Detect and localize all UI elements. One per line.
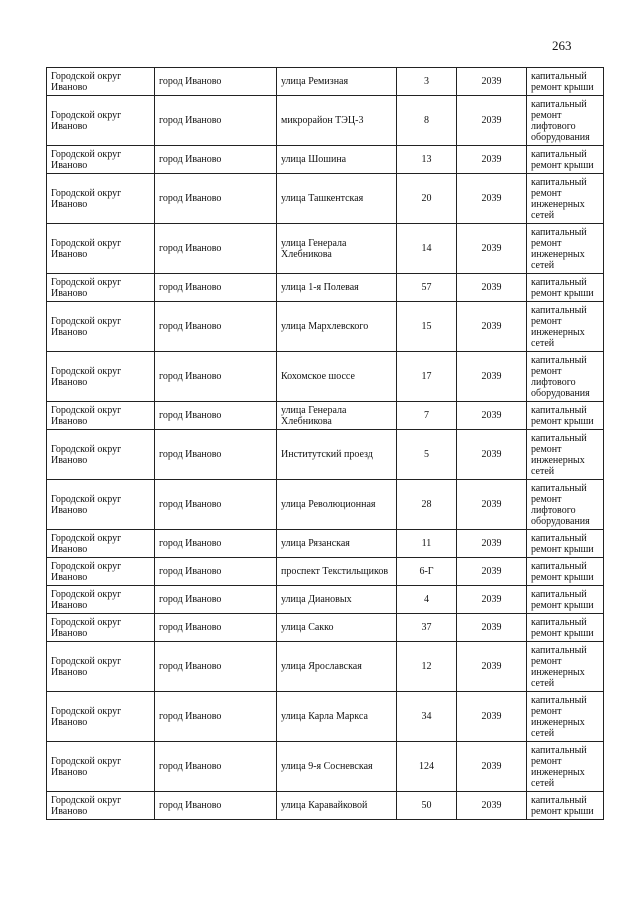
house-number-cell: 57 xyxy=(397,274,457,302)
district-cell: Городской округ Иваново xyxy=(47,302,155,352)
table-row xyxy=(47,692,604,742)
district-cell: Городской округ Иваново xyxy=(47,146,155,174)
street-cell: улица Генерала Хлебникова xyxy=(277,224,397,274)
district-cell: Городской округ Иваново xyxy=(47,692,155,742)
city-cell: город Иваново xyxy=(155,146,277,174)
year-cell: 2039 xyxy=(457,96,527,146)
house-number-cell: 6-Г xyxy=(397,558,457,586)
table-row xyxy=(47,558,604,586)
year-cell: 2039 xyxy=(457,692,527,742)
work-type-cell: капитальный ремонт инженерных сетей xyxy=(527,692,604,742)
year-cell: 2039 xyxy=(457,174,527,224)
table-row xyxy=(47,402,604,430)
table-row xyxy=(47,642,604,692)
work-type-cell: капитальный ремонт лифтового оборудования xyxy=(527,352,604,402)
street-cell: Кохомское шоссе xyxy=(277,352,397,402)
district-cell: Городской округ Иваново xyxy=(47,274,155,302)
page-number: 263 xyxy=(552,38,572,53)
work-type-cell: капитальный ремонт крыши xyxy=(527,614,604,642)
street-cell: улица 1-я Полевая xyxy=(277,274,397,302)
table-row xyxy=(47,530,604,558)
house-number-cell: 15 xyxy=(397,302,457,352)
table-row xyxy=(47,352,604,402)
work-type-cell: капитальный ремонт крыши xyxy=(527,586,604,614)
street-cell: улица Шошина xyxy=(277,146,397,174)
city-cell: город Иваново xyxy=(155,530,277,558)
district-cell: Городской округ Иваново xyxy=(47,530,155,558)
city-cell: город Иваново xyxy=(155,302,277,352)
work-type-cell: капитальный ремонт инженерных сетей xyxy=(527,302,604,352)
district-cell: Городской округ Иваново xyxy=(47,642,155,692)
work-type-cell: капитальный ремонт крыши xyxy=(527,274,604,302)
repair-schedule-table xyxy=(46,67,604,820)
table-row xyxy=(47,586,604,614)
work-type-cell: капитальный ремонт крыши xyxy=(527,530,604,558)
district-cell: Городской округ Иваново xyxy=(47,402,155,430)
city-cell: город Иваново xyxy=(155,586,277,614)
city-cell: город Иваново xyxy=(155,68,277,96)
district-cell: Городской округ Иваново xyxy=(47,174,155,224)
street-cell: улица Революционная xyxy=(277,480,397,530)
street-cell: улица Рязанская xyxy=(277,530,397,558)
city-cell: город Иваново xyxy=(155,558,277,586)
year-cell: 2039 xyxy=(457,224,527,274)
work-type-cell: капитальный ремонт крыши xyxy=(527,792,604,820)
year-cell: 2039 xyxy=(457,530,527,558)
city-cell: город Иваново xyxy=(155,642,277,692)
district-cell: Городской округ Иваново xyxy=(47,792,155,820)
work-type-cell: капитальный ремонт инженерных сетей xyxy=(527,430,604,480)
year-cell: 2039 xyxy=(457,480,527,530)
work-type-cell: капитальный ремонт крыши xyxy=(527,68,604,96)
city-cell: город Иваново xyxy=(155,614,277,642)
house-number-cell: 11 xyxy=(397,530,457,558)
table-row xyxy=(47,68,604,96)
table-row xyxy=(47,274,604,302)
house-number-cell: 12 xyxy=(397,642,457,692)
district-cell: Городской округ Иваново xyxy=(47,558,155,586)
year-cell: 2039 xyxy=(457,558,527,586)
district-cell: Городской округ Иваново xyxy=(47,430,155,480)
city-cell: город Иваново xyxy=(155,352,277,402)
city-cell: город Иваново xyxy=(155,402,277,430)
year-cell: 2039 xyxy=(457,642,527,692)
house-number-cell: 8 xyxy=(397,96,457,146)
work-type-cell: капитальный ремонт лифтового оборудования xyxy=(527,96,604,146)
street-cell: улица Ярославская xyxy=(277,642,397,692)
city-cell: город Иваново xyxy=(155,480,277,530)
city-cell: город Иваново xyxy=(155,430,277,480)
district-cell: Городской округ Иваново xyxy=(47,352,155,402)
city-cell: город Иваново xyxy=(155,742,277,792)
table-row xyxy=(47,430,604,480)
year-cell: 2039 xyxy=(457,614,527,642)
street-cell: проспект Текстильщиков xyxy=(277,558,397,586)
work-type-cell: капитальный ремонт крыши xyxy=(527,146,604,174)
street-cell: улица Ташкентская xyxy=(277,174,397,224)
street-cell: улица 9-я Сосневская xyxy=(277,742,397,792)
work-type-cell: капитальный ремонт инженерных сетей xyxy=(527,224,604,274)
district-cell: Городской округ Иваново xyxy=(47,742,155,792)
street-cell: улица Ремизная xyxy=(277,68,397,96)
house-number-cell: 124 xyxy=(397,742,457,792)
year-cell: 2039 xyxy=(457,586,527,614)
table-row xyxy=(47,792,604,820)
table-row xyxy=(47,480,604,530)
house-number-cell: 4 xyxy=(397,586,457,614)
work-type-cell: капитальный ремонт инженерных сетей xyxy=(527,642,604,692)
table-row xyxy=(47,96,604,146)
house-number-cell: 14 xyxy=(397,224,457,274)
street-cell: улица Диановых xyxy=(277,586,397,614)
district-cell: Городской округ Иваново xyxy=(47,96,155,146)
street-cell: улица Сакко xyxy=(277,614,397,642)
work-type-cell: капитальный ремонт инженерных сетей xyxy=(527,174,604,224)
house-number-cell: 13 xyxy=(397,146,457,174)
table-row xyxy=(47,224,604,274)
year-cell: 2039 xyxy=(457,274,527,302)
year-cell: 2039 xyxy=(457,402,527,430)
city-cell: город Иваново xyxy=(155,174,277,224)
house-number-cell: 7 xyxy=(397,402,457,430)
city-cell: город Иваново xyxy=(155,224,277,274)
year-cell: 2039 xyxy=(457,742,527,792)
district-cell: Городской округ Иваново xyxy=(47,586,155,614)
table-row xyxy=(47,302,604,352)
district-cell: Городской округ Иваново xyxy=(47,480,155,530)
house-number-cell: 17 xyxy=(397,352,457,402)
city-cell: город Иваново xyxy=(155,692,277,742)
street-cell: Институтский проезд xyxy=(277,430,397,480)
house-number-cell: 5 xyxy=(397,430,457,480)
year-cell: 2039 xyxy=(457,146,527,174)
year-cell: 2039 xyxy=(457,430,527,480)
city-cell: город Иваново xyxy=(155,96,277,146)
city-cell: город Иваново xyxy=(155,274,277,302)
city-cell: город Иваново xyxy=(155,792,277,820)
house-number-cell: 28 xyxy=(397,480,457,530)
house-number-cell: 34 xyxy=(397,692,457,742)
table-row xyxy=(47,174,604,224)
street-cell: улица Мархлевского xyxy=(277,302,397,352)
street-cell: улица Каравайковой xyxy=(277,792,397,820)
table-body xyxy=(47,68,604,820)
work-type-cell: капитальный ремонт инженерных сетей xyxy=(527,742,604,792)
street-cell: улица Карла Маркса xyxy=(277,692,397,742)
house-number-cell: 37 xyxy=(397,614,457,642)
year-cell: 2039 xyxy=(457,352,527,402)
house-number-cell: 20 xyxy=(397,174,457,224)
table-row xyxy=(47,146,604,174)
house-number-cell: 50 xyxy=(397,792,457,820)
street-cell: улица Генерала Хлебникова xyxy=(277,402,397,430)
table-row xyxy=(47,614,604,642)
work-type-cell: капитальный ремонт крыши xyxy=(527,402,604,430)
work-type-cell: капитальный ремонт лифтового оборудования xyxy=(527,480,604,530)
year-cell: 2039 xyxy=(457,68,527,96)
work-type-cell: капитальный ремонт крыши xyxy=(527,558,604,586)
street-cell: микрорайон ТЭЦ-3 xyxy=(277,96,397,146)
table-row xyxy=(47,742,604,792)
year-cell: 2039 xyxy=(457,302,527,352)
district-cell: Городской округ Иваново xyxy=(47,68,155,96)
district-cell: Городской округ Иваново xyxy=(47,614,155,642)
year-cell: 2039 xyxy=(457,792,527,820)
house-number-cell: 3 xyxy=(397,68,457,96)
district-cell: Городской округ Иваново xyxy=(47,224,155,274)
